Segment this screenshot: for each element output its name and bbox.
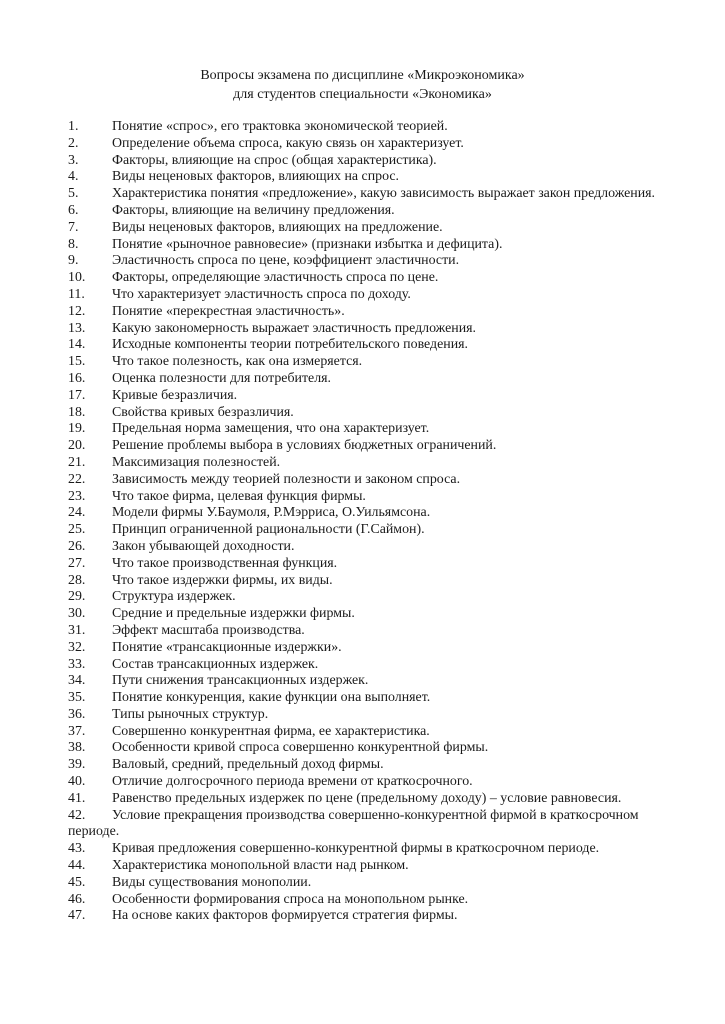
question-number: 23. <box>68 488 86 504</box>
question-text: Что такое фирма, целевая функция фирмы. <box>112 488 366 504</box>
question-text: Эффект масштаба производства. <box>112 622 305 638</box>
question-number: 14. <box>68 337 86 353</box>
question-number: 8. <box>68 236 79 252</box>
question-text: Совершенно конкурентная фирма, ее характеристика. <box>112 723 430 739</box>
question-number: 41. <box>68 790 86 806</box>
question-text: Виды неценовых факторов, влияющих на спрос. <box>112 169 400 185</box>
question-number: 6. <box>68 202 79 218</box>
question-number: 26. <box>68 538 86 554</box>
question-item <box>68 774 674 791</box>
question-item <box>68 707 674 724</box>
question-number: 27. <box>68 555 86 571</box>
question-text: Понятие конкуренция, какие функции она выполняет. <box>112 690 431 706</box>
question-number: 24. <box>68 505 86 521</box>
question-item <box>68 875 674 892</box>
question-number: 31. <box>68 622 86 638</box>
question-number: 33. <box>68 656 86 672</box>
question-number: 19. <box>68 421 86 437</box>
question-text: Пути снижения трансакционных издержек. <box>112 673 369 689</box>
question-text: Зависимость между теорией полезности и законом спроса. <box>112 471 461 487</box>
question-item <box>68 908 674 925</box>
question-item <box>68 740 674 757</box>
question-text: Типы рыночных структур. <box>112 706 269 722</box>
question-item <box>68 791 674 808</box>
question-text: Кривые безразличия. <box>112 387 238 403</box>
question-text: Состав трансакционных издержек. <box>112 656 319 672</box>
question-number: 38. <box>68 740 86 756</box>
question-item <box>68 405 674 422</box>
question-text: Предельная норма замещения, что она характеризует. <box>112 421 430 437</box>
question-item <box>68 573 674 590</box>
question-number: 9. <box>68 253 79 269</box>
question-number: 34. <box>68 673 86 689</box>
question-text: Закон убывающей доходности. <box>112 538 295 554</box>
question-item <box>68 808 674 842</box>
question-number: 21. <box>68 454 86 470</box>
question-text: Оценка полезности для потребителя. <box>112 370 331 386</box>
question-number: 44. <box>68 858 86 874</box>
question-number: 18. <box>68 404 86 420</box>
question-text: Какую закономерность выражает эластичность предложения. <box>112 320 476 336</box>
question-number: 16. <box>68 370 86 386</box>
question-item <box>68 337 674 354</box>
question-text: Решение проблемы выбора в условиях бюджетных ограничений. <box>112 438 497 454</box>
question-number: 37. <box>68 723 86 739</box>
title-line-1: Вопросы экзамена по дисциплине «Микроэкономика» <box>200 68 525 83</box>
question-item <box>68 119 674 136</box>
question-number: 3. <box>68 152 79 168</box>
question-item <box>68 489 674 506</box>
question-number: 47. <box>68 908 86 924</box>
question-item <box>68 589 674 606</box>
question-item <box>68 606 674 623</box>
question-text: Средние и предельные издержки фирмы. <box>112 606 355 622</box>
question-number: 42. <box>68 807 86 823</box>
question-item <box>68 673 674 690</box>
question-item <box>68 186 674 203</box>
question-text: Характеристика монопольной власти над рынком. <box>112 858 409 874</box>
question-number: 13. <box>68 320 86 336</box>
question-item <box>68 287 674 304</box>
question-text: Максимизация полезностей. <box>112 454 281 470</box>
question-number: 28. <box>68 572 86 588</box>
question-number: 20. <box>68 438 86 454</box>
question-number: 40. <box>68 774 86 790</box>
question-item <box>68 169 674 186</box>
question-text: Структура издержек. <box>112 589 236 605</box>
question-number: 39. <box>68 757 86 773</box>
question-number: 12. <box>68 303 86 319</box>
question-text: Виды существования монополии. <box>112 874 312 890</box>
question-item <box>68 237 674 254</box>
question-item <box>68 841 674 858</box>
question-number: 11. <box>68 286 85 302</box>
question-number: 32. <box>68 639 86 655</box>
question-text: Понятие «рыночное равновесие» (признаки избытка и дефицита). <box>112 236 503 252</box>
question-item <box>68 505 674 522</box>
question-item <box>68 371 674 388</box>
question-text: Кривая предложения совершенно-конкурентной фирмы в краткосрочном периоде. <box>112 841 600 857</box>
question-item <box>68 858 674 875</box>
question-item <box>68 270 674 287</box>
question-item <box>68 472 674 489</box>
question-item <box>68 539 674 556</box>
question-item <box>68 253 674 270</box>
question-number: 30. <box>68 606 86 622</box>
question-text: Исходные компоненты теории потребительского поведения. <box>112 337 468 353</box>
question-item <box>68 522 674 539</box>
question-text: Что такое производственная функция. <box>112 555 338 571</box>
question-text: Равенство предельных издержек по цене (предельному доходу) – условие равновесия. <box>112 790 622 806</box>
question-item <box>68 153 674 170</box>
question-text: Модели фирмы У.Баумоля, Р.Мэрриса, О.Уильямсона. <box>112 505 431 521</box>
question-number: 15. <box>68 354 86 370</box>
question-item <box>68 136 674 153</box>
question-number: 45. <box>68 874 86 890</box>
question-item <box>68 220 674 237</box>
question-text: На основе каких факторов формируется стратегия фирмы. <box>112 908 458 924</box>
question-text: Эластичность спроса по цене, коэффициент эластичности. <box>112 253 460 269</box>
question-number: 25. <box>68 522 86 538</box>
question-text: Факторы, влияющие на величину предложения. <box>112 202 395 218</box>
question-number: 36. <box>68 706 86 722</box>
question-number: 43. <box>68 841 86 857</box>
question-text: Особенности формирования спроса на монопольном рынке. <box>112 891 469 907</box>
question-text: Факторы, влияющие на спрос (общая характеристика). <box>112 152 437 168</box>
question-item <box>68 623 674 640</box>
question-item <box>68 757 674 774</box>
question-text: Отличие долгосрочного периода времени от краткосрочного. <box>112 774 473 790</box>
question-text: Понятие «спрос», его трактовка экономической теорией. <box>112 119 448 134</box>
question-list <box>68 119 674 925</box>
question-number: 1. <box>68 119 79 134</box>
question-number: 5. <box>68 186 79 202</box>
question-text: Что такое издержки фирмы, их виды. <box>112 572 333 588</box>
question-number: 2. <box>68 135 79 151</box>
question-text: Свойства кривых безразличия. <box>112 404 294 420</box>
title-line-2: для студентов специальности «Экономика» <box>233 87 492 102</box>
question-text: Понятие «перекрестная эластичность». <box>112 303 345 319</box>
question-number: 10. <box>68 270 86 286</box>
question-text: Принцип ограниченной рациональности (Г.Саймон). <box>112 522 425 538</box>
question-text: Понятие «трансакционные издержки». <box>112 639 342 655</box>
question-item <box>68 354 674 371</box>
question-text: Факторы, определяющие эластичность спроса по цене. <box>112 270 439 286</box>
question-item <box>68 640 674 657</box>
question-number: 35. <box>68 690 86 706</box>
question-item <box>68 690 674 707</box>
question-number: 46. <box>68 891 86 907</box>
question-text: Что характеризует эластичность спроса по доходу. <box>112 286 411 302</box>
question-item <box>68 892 674 909</box>
question-text: Валовый, средний, предельный доход фирмы. <box>112 757 384 773</box>
question-item <box>68 657 674 674</box>
question-text: Что такое полезность, как она измеряется. <box>112 354 363 370</box>
question-number: 22. <box>68 471 86 487</box>
question-number: 4. <box>68 169 79 185</box>
question-number: 29. <box>68 589 86 605</box>
question-text: Определение объема спроса, какую связь он характеризует. <box>112 135 464 151</box>
question-text: Особенности кривой спроса совершенно конкурентной фирмы. <box>112 740 489 756</box>
document-title <box>0 66 725 104</box>
question-item <box>68 724 674 741</box>
question-item <box>68 321 674 338</box>
question-item <box>68 388 674 405</box>
question-text: Характеристика понятия «предложение», какую зависимость выражает закон предложения. <box>112 186 656 202</box>
question-item <box>68 203 674 220</box>
question-text: Виды неценовых факторов, влияющих на предложение. <box>112 219 443 235</box>
question-item <box>68 556 674 573</box>
question-item <box>68 304 674 321</box>
question-number: 7. <box>68 219 79 235</box>
question-item <box>68 421 674 438</box>
question-item <box>68 438 674 455</box>
question-item <box>68 455 674 472</box>
question-text: Условие прекращения производства совершенно-конкурентной фирмой в краткосрочном периоде. <box>68 807 639 840</box>
question-number: 17. <box>68 387 86 403</box>
